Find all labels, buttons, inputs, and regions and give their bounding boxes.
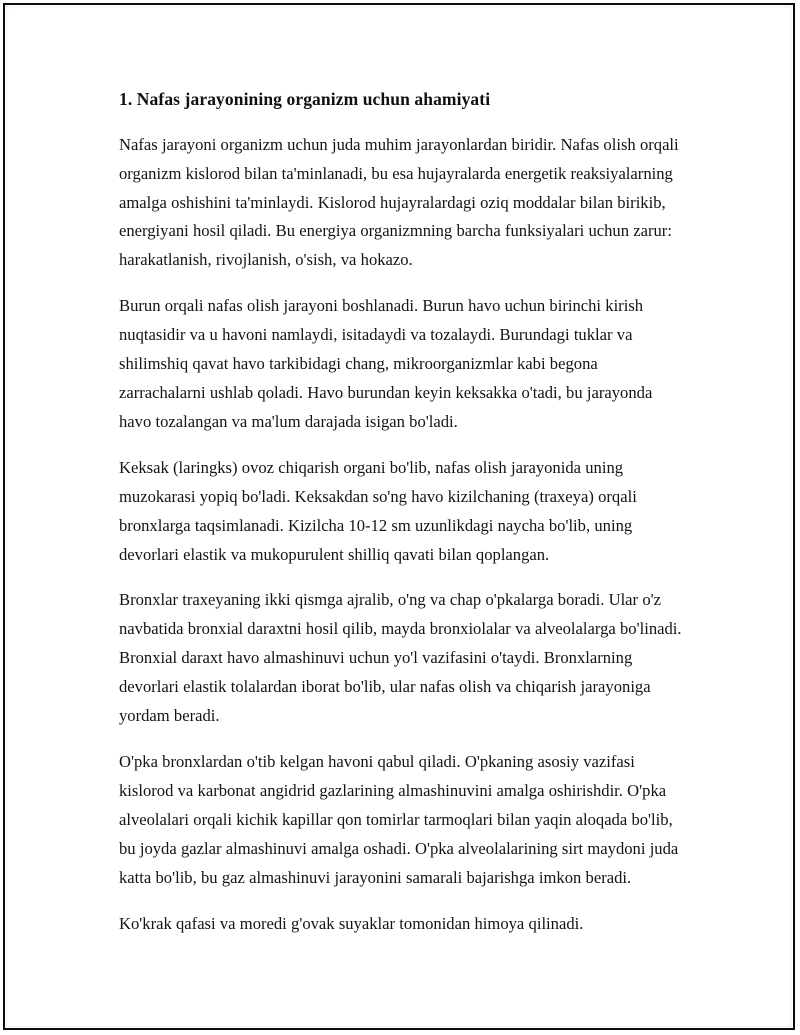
- paragraph-1: Nafas jarayoni organizm uchun juda muhim jarayonlardan biridir. Nafas olish orqali organizm kislorod bilan ta'minlanadi, bu esa hujayralarda energetik reaksiyalarning amalga oshishini ta'minlaydi. Kislorod hujayralardagi oziq moddalar bilan birikib, energiyani hosil qiladi. Bu energiya organizmning barcha funksiyalari uchun zarur: harakatlanish, rivojlanish, o'sish, va hokazo.: [119, 134, 679, 270]
- paragraph-4: Bronxlar traxeyaning ikki qismga ajralib, o'ng va chap o'pkalarga boradi. Ular o'z navbatida bronxial daraxtni hosil qilib, mayda bronxiolalar va alveolalarga bo'linadi. Bronxial daraxt havo almashinuvi uchun yo'l vazifasini o'taydi. Bronxlarning devorlari elastik tolalardan iborat bo'lib, ular nafas olish va chiqarish jarayoniga yordam beradi.: [119, 590, 682, 726]
- paragraph-2: Burun orqali nafas olish jarayoni boshlanadi. Burun havo uchun birinchi kirish nuqtasidir va u havoni namlaydi, isitadaydi va tozalaydi. Burundagi tuklar va shilimshiq qavat havo tarkibidagi chang, mikroorganizmlar kabi begona zarrachalarni ushlab qoladi. Havo burundan keyin keksakka o'tadi, bu jarayonda havo tozalangan va ma'lum darajada isigan bo'ladi.: [119, 296, 653, 431]
- paragraph-3: Keksak (laringks) ovoz chiqarish organi bo'lib, nafas olish jarayonida uning muzokarasi yopiq bo'ladi. Keksakdan so'ng havo kizilchaning (traxeya) orqali bronxlarga taqsimlanadi. Kizilcha 10-12 sm uzunlikdagi naycha bo'lib, uning devorlari elastik va mukopurulent shilliq qavati bilan qoplangan.: [119, 457, 637, 564]
- paragraph-6: Ko'krak qafasi va moredi g'ovak suyaklar tomonidan himoya qilinadi.: [119, 913, 584, 933]
- document-page: [3, 3, 795, 1030]
- document-body: [119, 88, 685, 938]
- paragraph-5: O'pka bronxlardan o'tib kelgan havoni qabul qiladi. O'pkaning asosiy vazifasi kislorod va karbonat angidrid gazlarining almashinuvini amalga oshirishdir. O'pka alveolalari orqali kichik kapillar qon tomirlar tarmoqlari bilan yaqin aloqada bo'lib, bu joyda gazlar almashinuvi amalga oshadi. O'pka alveolalarining sirt maydoni juda katta bo'lib, bu gaz almashinuvi jarayonini samarali bajarishga imkon beradi.: [119, 751, 679, 887]
- page-title: 1. Nafas jarayonining organizm uchun ahamiyati: [119, 89, 491, 109]
